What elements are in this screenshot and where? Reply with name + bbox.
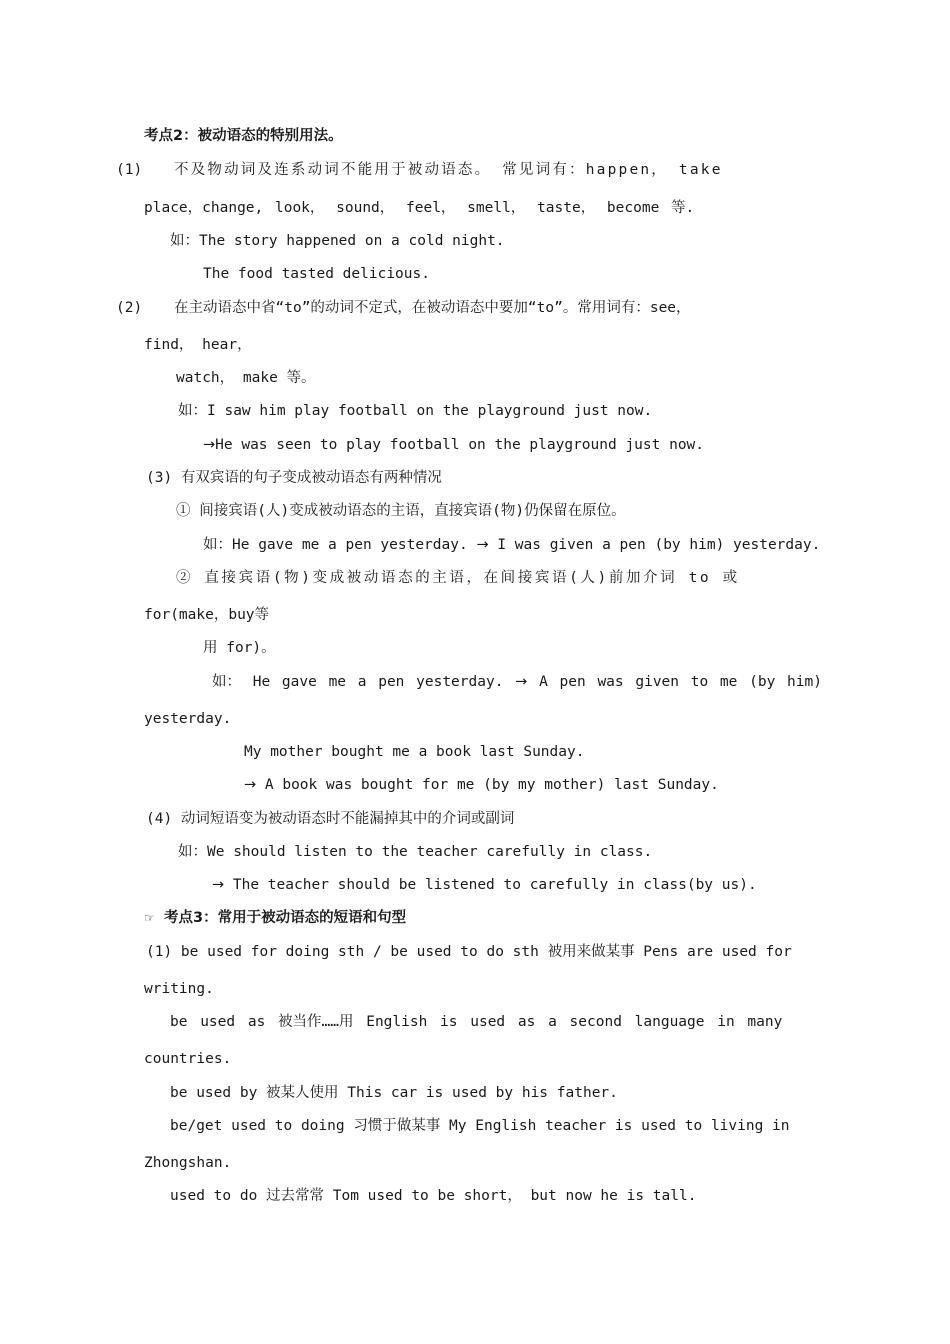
phrase-4: be/get used to doing 习惯于做某事 My English teacher is used to living in xyxy=(170,1118,790,1134)
item-1-example-1: 如：The story happened on a cold night. xyxy=(170,233,505,249)
item-3-title: (3) 有双宾语的句子变成被动语态有两种情况 xyxy=(146,470,442,486)
phrase-1: (1) be used for doing sth / be used to do sth 被用来做某事 Pens are used for xyxy=(146,944,792,960)
arrow-right-icon: → xyxy=(212,877,225,893)
phrase-2-continuation: countries. xyxy=(144,1051,232,1067)
phrase-4-continuation: Zhongshan. xyxy=(144,1155,232,1171)
item-1-continuation: place，change, look， sound， feel， smell， taste， become 等. xyxy=(144,200,695,216)
phrase-5: used to do 过去常常 Tom used to be short， but now he is tall. xyxy=(170,1188,697,1204)
item-3-sub-2-example-2: My mother bought me a book last Sunday. xyxy=(244,744,585,760)
arrow-right-icon: → xyxy=(476,537,489,553)
item-2-example-2: →He was seen to play football on the playground just now. xyxy=(203,437,705,453)
item-2-text: 在主动语态中省“to”的动词不定式，在被动语态中要加“to”。常用词有：see， xyxy=(174,300,691,316)
item-number-2: (2) xyxy=(116,300,143,316)
phrase-1-continuation: writing. xyxy=(144,981,214,997)
arrow-right-icon: → xyxy=(244,777,257,793)
phrase-3: be used by 被某人使用 This car is used by his father. xyxy=(170,1085,618,1101)
section-heading-3: ☞ 考点3：常用于被动语态的短语和句型 xyxy=(144,910,407,926)
item-3-sub-2-example: 如： He gave me a pen yesterday. → A pen was given to me (by him) xyxy=(212,674,822,690)
item-2-continuation-1: find， hear， xyxy=(144,337,252,353)
item-1-example-2: The food tasted delicious. xyxy=(203,266,430,282)
item-number-1: (1) xyxy=(116,162,143,178)
item-3-sub-1-example: 如：He gave me a pen yesterday. → I was given a pen (by him) yesterday. xyxy=(203,537,821,553)
item-3-sub-2-example-continuation: yesterday. xyxy=(144,711,232,727)
item-2-continuation-2: watch， make 等。 xyxy=(176,370,316,386)
arrow-right-icon: → xyxy=(515,674,528,690)
item-2-example-1: 如：I saw him play football on the playground just now. xyxy=(178,403,653,419)
item-4-title: (4) 动词短语变为被动语态时不能漏掉其中的介词或副词 xyxy=(146,811,515,827)
item-3-sub-2: ② 直接宾语(物)变成被动语态的主语，在间接宾语(人)前加介词 to 或 xyxy=(176,570,740,586)
item-1-text: 不及物动词及连系动词不能用于被动语态。 常见词有：happen， take xyxy=(174,162,723,178)
pointing-hand-icon: ☞ xyxy=(144,911,155,925)
section-heading-2: 考点2：被动语态的特别用法。 xyxy=(144,128,343,144)
item-3-sub-2-example-3: → A book was bought for me (by my mother) last Sunday. xyxy=(244,777,719,793)
item-4-example-1: 如：We should listen to the teacher carefully in class. xyxy=(178,844,653,860)
item-3-sub-1: ① 间接宾语(人)变成被动语态的主语，直接宾语(物)仍保留在原位。 xyxy=(176,503,626,519)
arrow-right-icon: → xyxy=(203,437,216,453)
item-4-example-2: → The teacher should be listened to carefully in class(by us). xyxy=(212,877,757,893)
item-3-sub-2-continuation-1: for(make，buy等 xyxy=(144,607,270,623)
item-3-sub-2-continuation-2: 用 for)。 xyxy=(203,640,276,656)
phrase-2: be used as 被当作……用 English is used as a second language in many xyxy=(170,1014,783,1030)
